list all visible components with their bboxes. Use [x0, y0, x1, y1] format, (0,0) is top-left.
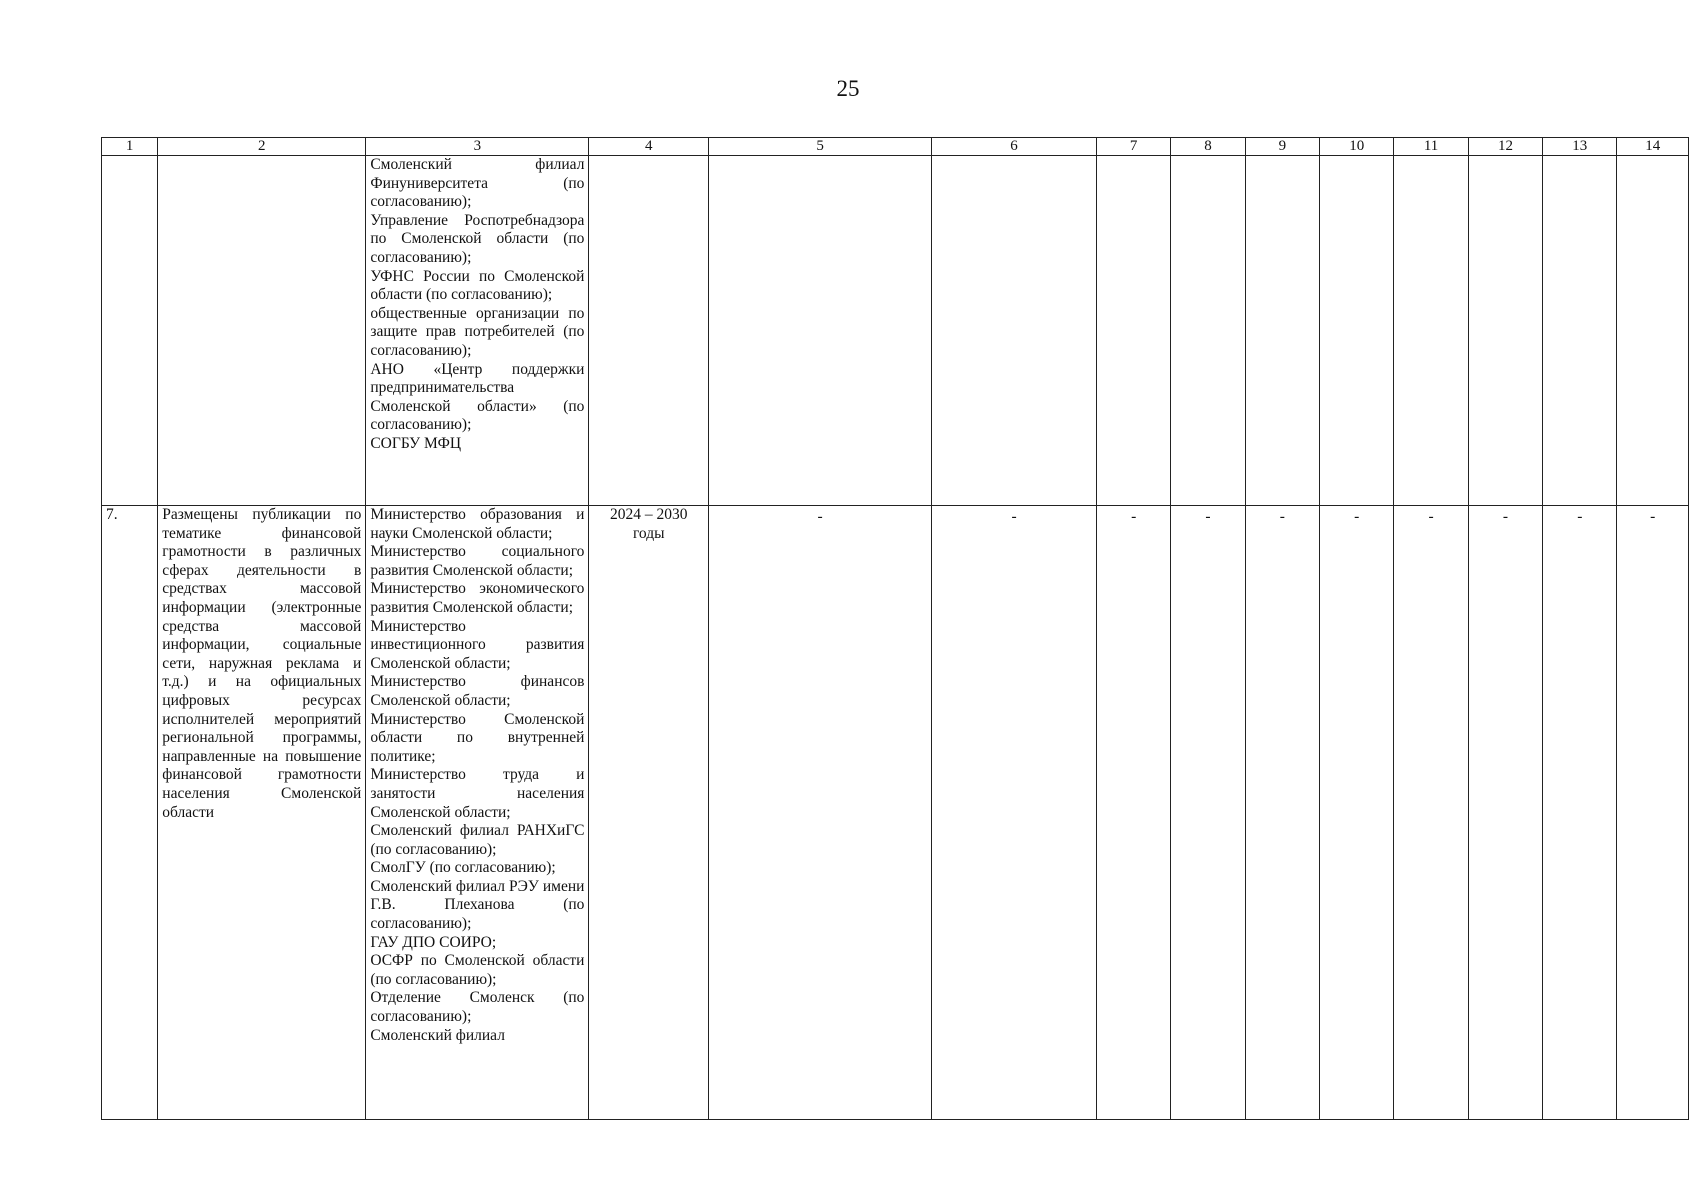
- executor-item: СОГБУ МФЦ: [370, 434, 462, 452]
- col-header: 2: [158, 138, 366, 156]
- executor-item: Смоленский филиал РАНХиГС (по согласованию);: [370, 822, 585, 858]
- cell-value: -: [1245, 506, 1319, 1120]
- executor-item: Управление Роспотребнадзора по Смоленской области (по согласованию);: [370, 211, 585, 266]
- row-description: Размещены публикации по тематике финансовой грамотности в различных сферах деятельности в средствах массовой информации (электронные средства массовой информации, социальные сети, наружная реклама и т.д.) и на официальных цифровых ресурсах исполнителей мероприятий региональной программы, направленные на повышение финансовой грамотности населения Смоленской области: [158, 506, 366, 1120]
- cell-period: [589, 506, 709, 1120]
- cell-value: [709, 156, 932, 506]
- cell-value: [1394, 156, 1468, 506]
- executor-item: Министерство экономического развития Смоленской области;: [370, 580, 585, 616]
- col-header: 8: [1171, 138, 1245, 156]
- cell-value: [1171, 156, 1245, 506]
- cell-value: -: [1617, 506, 1689, 1120]
- executor-item: Министерство социального развития Смоленской области;: [370, 543, 585, 579]
- col-header: 14: [1617, 138, 1689, 156]
- cell-description: [158, 156, 366, 506]
- executor-item: Смоленский филиал Финуниверситета (по согласованию);: [370, 156, 585, 211]
- cell-value: -: [709, 506, 932, 1120]
- cell-value: -: [1543, 506, 1617, 1120]
- table-row-7: [102, 506, 1689, 1120]
- header-row: [102, 138, 1689, 156]
- col-header: 7: [1096, 138, 1170, 156]
- cell-value: [1245, 156, 1319, 506]
- cell-value: -: [1468, 506, 1542, 1120]
- executor-item: Отделение Смоленск (по согласованию);: [370, 989, 585, 1026]
- col-header: 5: [709, 138, 932, 156]
- executor-item: ГАУ ДПО СОИРО;: [370, 933, 497, 951]
- col-header: 12: [1468, 138, 1542, 156]
- page-number: 25: [836, 76, 860, 101]
- executor-item: Смоленский филиал РЭУ имени Г.В. Плеханова (по согласованию);: [370, 877, 585, 933]
- col-header: 4: [589, 138, 709, 156]
- row-number: 7.: [102, 506, 158, 1120]
- col-header: 13: [1543, 138, 1617, 156]
- cell-value: [1543, 156, 1617, 506]
- cell-value: [1468, 156, 1542, 506]
- executor-item: СмолГУ (по согласованию);: [370, 859, 556, 877]
- period-label: годы: [632, 524, 665, 542]
- cell-value: -: [1171, 506, 1245, 1120]
- col-header: 3: [366, 138, 589, 156]
- executor-item: УФНС России по Смоленской области (по согласованию);: [370, 267, 585, 304]
- executor-item: общественные организации по защите прав потребителей (по согласованию);: [370, 304, 585, 359]
- cell-executors: [366, 506, 589, 1120]
- cell-value: -: [1320, 506, 1394, 1120]
- cell-value: [1096, 156, 1170, 506]
- table-row-continued: [102, 156, 1689, 506]
- cell-value: [932, 156, 1097, 506]
- col-header: 10: [1320, 138, 1394, 156]
- col-header: 1: [102, 138, 158, 156]
- cell-value: -: [1394, 506, 1468, 1120]
- executor-item: Министерство финансов Смоленской области;: [370, 673, 585, 709]
- executor-item: АНО «Центр поддержки предпринимательства Смоленской области» (по согласованию);: [370, 360, 585, 434]
- col-header: 6: [932, 138, 1097, 156]
- executor-item: ОСФР по Смоленской области (по согласованию);: [370, 952, 585, 988]
- col-header: 9: [1245, 138, 1319, 156]
- executor-item: Смоленский филиал: [370, 1026, 505, 1044]
- executor-item: Министерство инвестиционного развития Смоленской области;: [370, 617, 585, 672]
- cell-executors: [366, 156, 589, 506]
- period-years: 2024 – 2030: [609, 506, 688, 523]
- cell-value: -: [1096, 506, 1170, 1120]
- executor-item: Министерство Смоленской области по внутренней политике;: [370, 710, 585, 765]
- cell-value: -: [932, 506, 1097, 1120]
- cell-num: [102, 156, 158, 506]
- program-table: [101, 137, 1689, 1120]
- cell-period: [589, 156, 709, 506]
- cell-value: [1320, 156, 1394, 506]
- col-header: 11: [1394, 138, 1468, 156]
- executor-item: Министерство образования и науки Смоленской области;: [370, 506, 585, 542]
- cell-value: [1617, 156, 1689, 506]
- executor-item: Министерство труда и занятости населения Смоленской области;: [370, 766, 585, 821]
